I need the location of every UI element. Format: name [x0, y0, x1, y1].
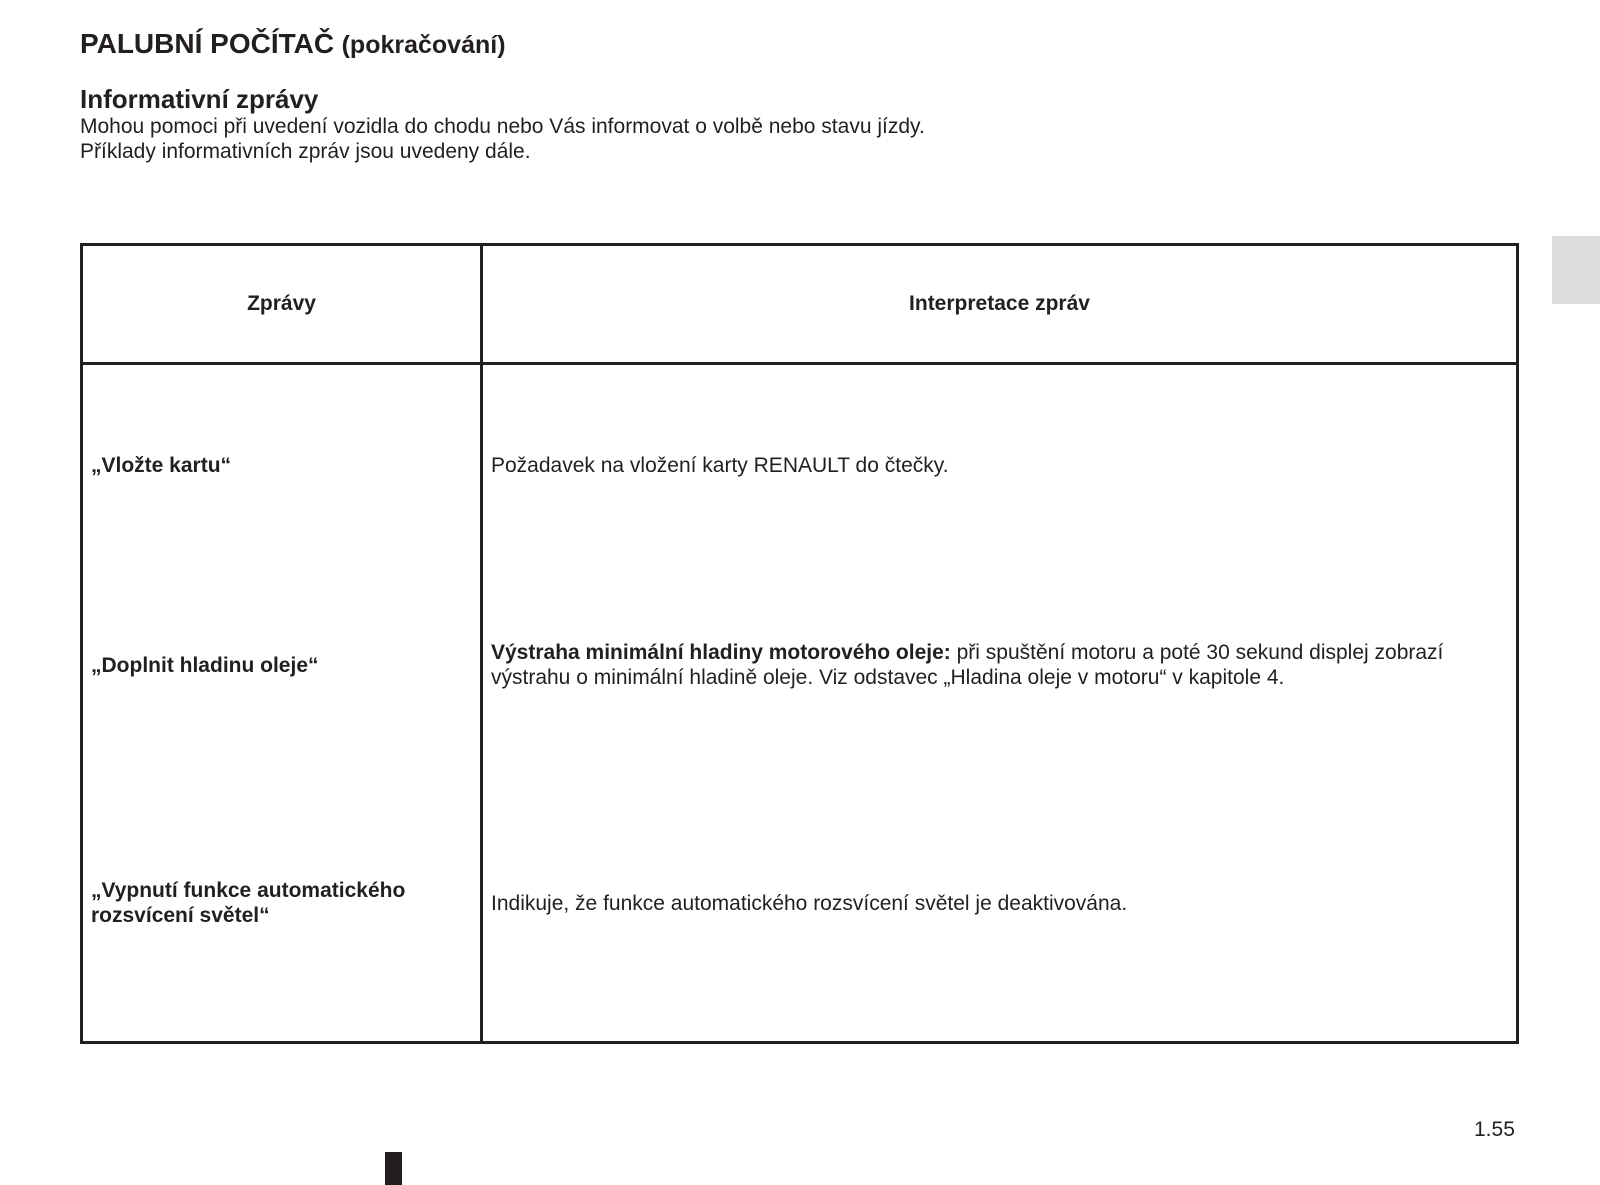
table-row [82, 765, 1518, 1043]
intro-line: Mohou pomoci při uvedení vozidla do chodu nebo Vás informovat o volbě nebo stavu jízdy. [80, 115, 925, 138]
interpretation-text: Indikuje, že funkce automatického rozsvícení světel je deaktivována. [491, 891, 1128, 915]
page-number: 1.55 [1474, 1118, 1515, 1141]
interpretation-bold-lead: Výstraha minimální hladiny motorového oleje: [491, 641, 951, 664]
column-header-interpretation: Interpretace zpráv [482, 245, 1518, 364]
message-text: „Vložte kartu“ [91, 453, 232, 477]
interpretation-text: výstrahu o minimální hladině oleje. Viz odstavec „Hladina oleje v motoru“ v kapitole 4. [491, 666, 1285, 689]
interpretation-cell [482, 765, 1518, 1043]
message-text: rozsvícení světel“ [91, 904, 270, 927]
table-row [82, 364, 1518, 566]
message-cell [82, 565, 482, 765]
page-title [80, 26, 506, 63]
interpretation-cell [482, 565, 1518, 765]
interpretation-text: Požadavek na vložení karty RENAULT do čtečky. [491, 453, 949, 477]
page-title-suffix: (pokračování) [341, 31, 506, 59]
messages-table [80, 243, 1519, 1044]
message-cell [82, 765, 482, 1043]
page-title-main: PALUBNÍ POČÍTAČ [80, 28, 335, 59]
section-heading: Informativní zprávy [80, 84, 319, 114]
chapter-tab-marker [1552, 236, 1600, 304]
intro-line: Příklady informativních zpráv jsou uvedeny dále. [80, 140, 531, 163]
interpretation-text: při spuštění motoru a poté 30 sekund displej zobrazí [956, 641, 1444, 664]
intro-paragraph [80, 114, 925, 164]
message-text: „Doplnit hladinu oleje“ [91, 653, 319, 677]
interpretation-cell [482, 364, 1518, 566]
message-cell [82, 364, 482, 566]
table-row [82, 565, 1518, 765]
message-text: „Vypnutí funkce automatického [91, 879, 406, 902]
table-header-row [82, 245, 1518, 364]
column-header-messages: Zprávy [82, 245, 482, 364]
print-crop-mark [385, 1152, 402, 1185]
